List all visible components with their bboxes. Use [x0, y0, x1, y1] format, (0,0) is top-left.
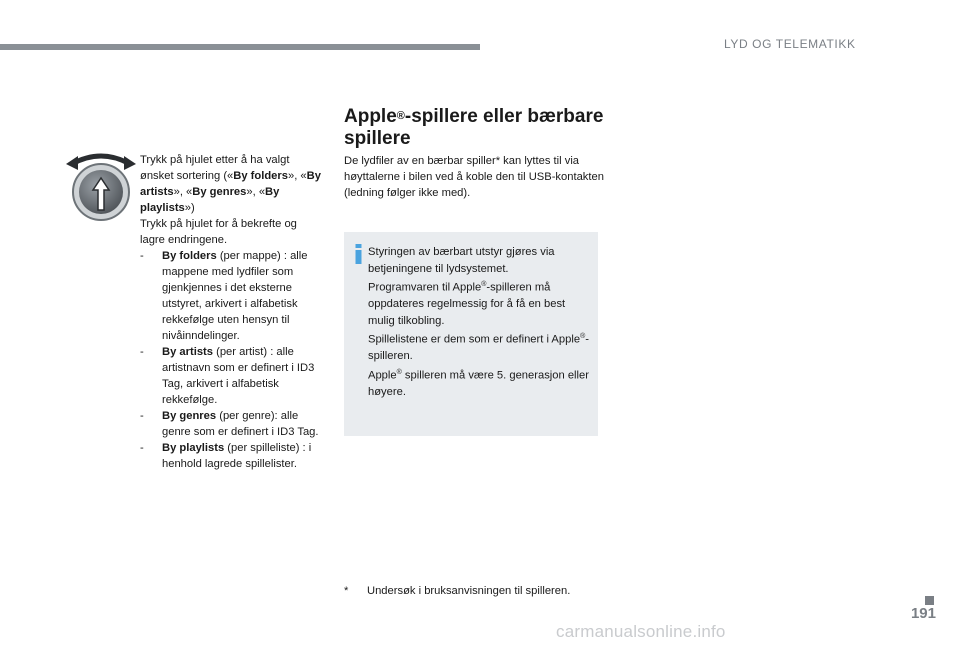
page-number: 191	[910, 605, 936, 622]
list-item: - By genres (per genre): alle genre som er definert i ID3 Tag.	[140, 410, 319, 438]
info-paragraph: Apple® spilleren må være 5. generasjon eller høyere.	[368, 368, 589, 399]
info-paragraph: Programvaren til Apple®-spilleren må oppdateres regelmessig for å få en best mulig tilkobling.	[368, 281, 566, 327]
info-icon	[354, 244, 363, 264]
intro-paragraph: Trykk på hjulet etter å ha valgt ønsket sortering («By folders», «By artists», «By genres», «By playlists»)	[140, 154, 321, 214]
page-marker	[925, 596, 934, 605]
info-paragraph: Styringen av bærbart utstyr gjøres via betjeningene til lydsystemet.	[368, 246, 555, 275]
section-heading: Apple®-spillere eller bærbare spillere	[344, 106, 604, 149]
list-item: - By playlists (per spilleliste) : i henhold lagrede spillelister.	[140, 442, 312, 470]
watermark: carmanualsonline.info	[556, 622, 726, 641]
intro-text: De lydfiler av en bærbar spiller* kan lyttes til via høyttalerne i bilen ved å koble den til USB-kontakten (ledning følger ikke med).	[344, 155, 604, 199]
list-item: - By artists (per artist) : alle artistnavn som er definert i ID3 Tag, arkivert i alfabetisk rekkefølge.	[140, 346, 315, 406]
info-box	[344, 232, 598, 436]
footnote-text: Undersøk i bruksanvisningen til spilleren.	[367, 585, 571, 597]
confirm-paragraph: Trykk på hjulet for å bekrefte og lagre endringene.	[140, 218, 297, 246]
sort-options-list	[140, 248, 322, 472]
section-title: LYD OG TELEMATIKK	[724, 37, 856, 51]
list-item: - By folders (per mappe) : alle mappene med lydfiler som gjenkjennes i det eksterne utstyret, arkivert i alfabetisk rekkefølge uten hensyn til nivåinndelinger.	[140, 250, 308, 342]
rotary-knob-icon	[66, 150, 136, 222]
footnote-mark: *	[344, 585, 349, 597]
left-column	[140, 152, 322, 472]
info-text	[368, 244, 590, 401]
info-paragraph: Spillelistene er dem som er definert i Apple®-spilleren.	[368, 333, 589, 363]
top-rule	[0, 44, 480, 50]
